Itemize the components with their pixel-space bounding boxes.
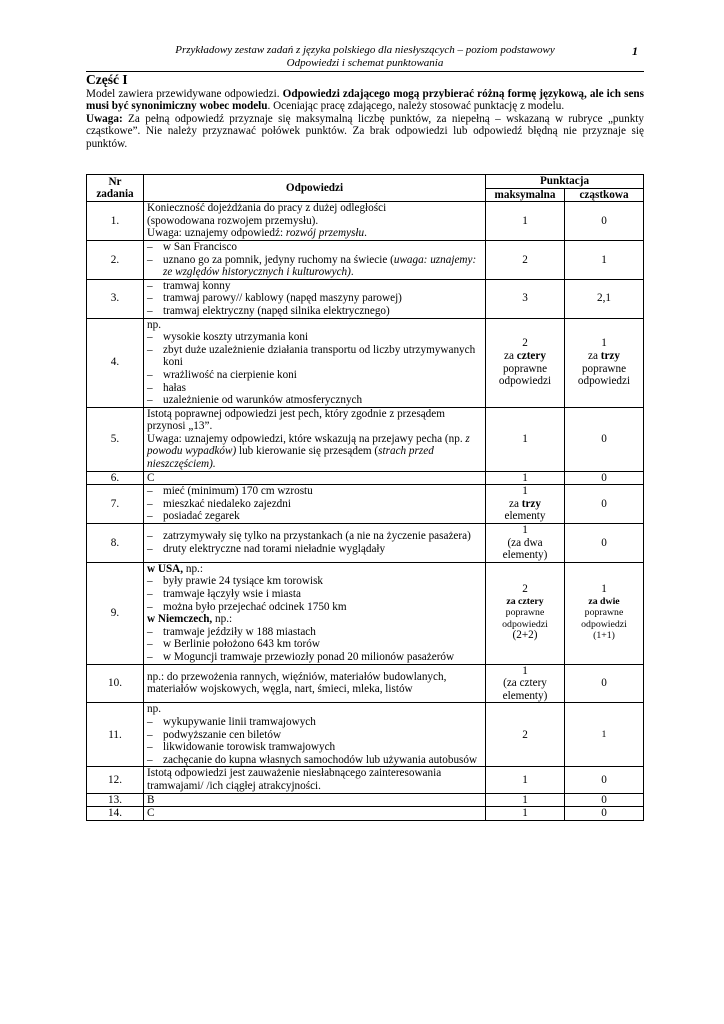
task-number: 6. bbox=[87, 471, 144, 485]
list-item bbox=[147, 543, 482, 556]
max-points: 1 bbox=[486, 807, 565, 821]
list-item bbox=[147, 729, 482, 742]
points-value: 1 bbox=[601, 583, 607, 596]
points-note: poprawne bbox=[581, 362, 627, 375]
dash-bullet: – bbox=[147, 279, 153, 292]
max-points: 1 bbox=[486, 407, 565, 471]
points-value: 1 bbox=[522, 485, 528, 498]
dash-bullet: – bbox=[147, 542, 153, 555]
list-item-text: posiadać zegarek bbox=[163, 510, 240, 523]
dash-bullet: – bbox=[147, 575, 153, 588]
list-item bbox=[147, 754, 482, 767]
points-note: elementy bbox=[504, 510, 546, 523]
list-item-text: tramwaje jeździły w 188 miastach bbox=[163, 625, 316, 638]
max-points bbox=[486, 524, 565, 563]
answer-line bbox=[147, 613, 482, 626]
points-note: odpowiedzi bbox=[577, 375, 631, 388]
answer-italic: strach przed nieszczęściem). bbox=[147, 445, 434, 471]
task-number: 14. bbox=[87, 807, 144, 821]
section-title: Część I bbox=[86, 72, 128, 87]
partial-points: 0 bbox=[565, 807, 644, 821]
points-note: odpowiedzi bbox=[502, 618, 548, 630]
answer-text: . bbox=[364, 227, 367, 240]
answer-cell bbox=[144, 318, 486, 407]
answer-line bbox=[147, 563, 482, 576]
list-item-text: zbyt duże uzależnienie działania transportu od liczby utrzymywanych koni bbox=[163, 343, 476, 369]
table-row bbox=[87, 485, 644, 524]
points-note: poprawne bbox=[584, 607, 624, 619]
points-bold: za cztery bbox=[506, 595, 544, 607]
points-note: (za cztery bbox=[503, 677, 547, 690]
max-points: 1 bbox=[486, 767, 565, 793]
list-item-text: w Berlinie położono 643 km torów bbox=[163, 638, 320, 651]
intro-paragraph-1 bbox=[86, 88, 644, 113]
list-item bbox=[147, 485, 482, 498]
answer-text: . bbox=[350, 266, 354, 279]
note-text: Za pełną odpowiedź przyznaje się maksymalną liczbę punktów, za niepełną – wskazaną w rubryce „punkty cząstkowe”. Nie należy przyznawać połówek punktów. Za brak odpowiedzi lub odpowiedź błędną nie przyznaje się punktów. bbox=[86, 112, 644, 150]
task-number: 12. bbox=[87, 767, 144, 793]
dash-bullet: – bbox=[147, 638, 153, 651]
list-item bbox=[147, 394, 482, 407]
list-item-text: mieszkać niedaleko zajezdni bbox=[163, 497, 291, 510]
points-bold: trzy bbox=[521, 497, 541, 510]
dash-bullet: – bbox=[147, 510, 153, 523]
points-bold: za dwie bbox=[588, 595, 620, 607]
list-item bbox=[147, 510, 482, 523]
dash-bullet: – bbox=[147, 600, 153, 613]
answer-cell: C bbox=[144, 471, 486, 485]
points-note: elementy) bbox=[502, 549, 548, 562]
header-nr-line: Nr bbox=[108, 175, 122, 188]
list-item-text: w Moguncji tramwaje przewiozły ponad 20 milionów pasażerów bbox=[163, 650, 455, 663]
points-value: 2 bbox=[522, 583, 528, 596]
max-points bbox=[486, 318, 565, 407]
task-number: 1. bbox=[87, 202, 144, 241]
points-note: (za dwa bbox=[507, 536, 543, 549]
points-text: za bbox=[588, 350, 601, 363]
list-item-text: tramwaj elektryczny (napęd silnika elektrycznego) bbox=[163, 304, 390, 317]
table-row bbox=[87, 703, 644, 767]
task-number: 5. bbox=[87, 407, 144, 471]
dash-bullet: – bbox=[147, 304, 153, 317]
partial-points: 0 bbox=[565, 407, 644, 471]
page-number: 1 bbox=[632, 44, 638, 58]
answer-cell bbox=[144, 562, 486, 664]
list-item-text: zachęcanie do kupna własnych samochodów lub używania autobusów bbox=[163, 753, 478, 766]
points-value: 1 bbox=[601, 337, 607, 350]
list-item-text: druty elektryczne nad torami nieładnie wyglądały bbox=[163, 542, 386, 555]
dash-bullet: – bbox=[147, 530, 153, 543]
list-item-text: zatrzymywały się tylko na przystankach (a nie na życzenie pasażera) bbox=[163, 530, 471, 543]
answer-italic: rozwój przemysłu bbox=[285, 227, 365, 240]
dash-bullet: – bbox=[147, 753, 153, 766]
list-item-text: wykupywanie linii tramwajowych bbox=[163, 715, 316, 728]
points-text: za bbox=[509, 497, 522, 510]
list-item bbox=[147, 241, 482, 254]
answer-cell: B bbox=[144, 793, 486, 807]
answer-cell bbox=[144, 485, 486, 524]
answer-cell: np.: do przewożenia rannych, więźniów, materiałów budowlanych, materiałów wojskowych, węgla, nart, śmieci, mleka, listów bbox=[144, 664, 486, 703]
points-value: 1 bbox=[522, 524, 528, 537]
answer-cell bbox=[144, 703, 486, 767]
task-number: 2. bbox=[87, 240, 144, 279]
dash-bullet: – bbox=[147, 485, 153, 498]
answer-bold: w Niemczech, bbox=[147, 613, 213, 626]
task-number: 10. bbox=[87, 664, 144, 703]
task-number: 9. bbox=[87, 562, 144, 664]
table-row bbox=[87, 664, 644, 703]
dash-bullet: – bbox=[147, 240, 153, 253]
list-item bbox=[147, 292, 482, 305]
max-points bbox=[486, 485, 565, 524]
points-note: (1+1) bbox=[593, 630, 615, 642]
points-value: 2 bbox=[522, 337, 528, 350]
points-note: odpowiedzi bbox=[581, 618, 627, 630]
list-item bbox=[147, 575, 482, 588]
answer-text: np.: bbox=[212, 613, 233, 626]
answer-italic: z powodu wypadków) bbox=[147, 432, 470, 458]
list-item bbox=[147, 254, 482, 279]
points-bold: cztery bbox=[516, 350, 546, 363]
answer-line bbox=[147, 433, 482, 471]
answer-cell bbox=[144, 524, 486, 563]
list-item-text: można było przejechać odcinek 1750 km bbox=[163, 600, 347, 613]
dash-bullet: – bbox=[147, 650, 153, 663]
list-item-text bbox=[163, 254, 482, 279]
list-item bbox=[147, 716, 482, 729]
table-row bbox=[87, 767, 644, 793]
partial-points bbox=[565, 318, 644, 407]
header-max: maksymalna bbox=[486, 188, 565, 202]
table-row bbox=[87, 562, 644, 664]
header-line-2: Odpowiedzi i schemat punktowania bbox=[286, 57, 444, 69]
table-row bbox=[87, 407, 644, 471]
task-number: 8. bbox=[87, 524, 144, 563]
dash-bullet: – bbox=[147, 728, 153, 741]
partial-points bbox=[565, 562, 644, 664]
dash-bullet: – bbox=[147, 625, 153, 638]
points-note: poprawne bbox=[505, 607, 545, 619]
answer-line: Istotą poprawnej odpowiedzi jest pech, który zgodnie z przesądem przynosi „13”. bbox=[147, 407, 445, 433]
answer-line bbox=[147, 227, 482, 240]
list-item bbox=[147, 651, 482, 664]
partial-points: 0 bbox=[565, 767, 644, 793]
header-partial: cząstkowa bbox=[565, 188, 644, 202]
answer-bold: w USA, bbox=[147, 562, 184, 575]
list-item-text: mieć (minimum) 170 cm wzrostu bbox=[163, 485, 313, 498]
dash-bullet: – bbox=[147, 343, 153, 356]
intro-text: . Oceniając pracę zdającego, należy stosować punktację z modelu. bbox=[267, 100, 565, 113]
list-item bbox=[147, 741, 482, 754]
answer-text: lub kierowanie się przesądem ( bbox=[236, 445, 379, 458]
answer-text: Uwaga: uznajemy odpowiedź: bbox=[147, 227, 286, 240]
note-label: Uwaga: bbox=[86, 112, 123, 125]
list-item bbox=[147, 498, 482, 511]
points-note bbox=[489, 350, 561, 363]
table-row bbox=[87, 279, 644, 318]
list-item bbox=[147, 305, 482, 318]
header-nr-line: zadania bbox=[96, 188, 134, 201]
partial-points: 0 bbox=[565, 202, 644, 241]
list-item-text: wysokie koszty utrzymania koni bbox=[163, 331, 309, 344]
task-number: 7. bbox=[87, 485, 144, 524]
partial-points: 0 bbox=[565, 664, 644, 703]
points-note: (2+2) bbox=[512, 629, 538, 642]
header-rule bbox=[86, 71, 644, 72]
table-row bbox=[87, 524, 644, 563]
table-row bbox=[87, 240, 644, 279]
list-item-text: hałas bbox=[163, 381, 186, 394]
points-note: odpowiedzi bbox=[498, 375, 552, 388]
list-item bbox=[147, 626, 482, 639]
partial-points: 0 bbox=[565, 485, 644, 524]
answer-line: (spowodowana rozwojem przemysłu). bbox=[147, 214, 319, 227]
intro-paragraph-2 bbox=[86, 113, 644, 151]
answer-text: np.: bbox=[183, 562, 203, 575]
answer-line: Konieczność dojeżdżania do pracy z dużej odległości bbox=[147, 202, 387, 215]
header-points: Punktacja bbox=[486, 175, 644, 189]
points-note: elementy) bbox=[502, 689, 548, 702]
answer-cell: C bbox=[144, 807, 486, 821]
list-item bbox=[147, 331, 482, 344]
scoring-table bbox=[86, 174, 644, 821]
answer-line: np. bbox=[147, 703, 161, 716]
dash-bullet: – bbox=[147, 497, 153, 510]
partial-points: 1 bbox=[565, 240, 644, 279]
points-note bbox=[568, 350, 640, 363]
points-value: 1 bbox=[522, 664, 528, 677]
dash-bullet: – bbox=[147, 253, 153, 266]
task-number: 13. bbox=[87, 793, 144, 807]
answer-line: np. bbox=[147, 318, 161, 331]
partial-points: 0 bbox=[565, 471, 644, 485]
list-item bbox=[147, 588, 482, 601]
list-item-text: tramwaje łączyły wsie i miasta bbox=[163, 588, 301, 600]
answer-cell bbox=[144, 202, 486, 241]
points-note bbox=[489, 498, 561, 511]
list-item-text: podwyższanie cen biletów bbox=[163, 728, 282, 741]
list-item-text: likwidowanie torowisk tramwajowych bbox=[163, 741, 336, 754]
intro-text: Model zawiera przewidywane odpowiedzi. bbox=[86, 87, 283, 100]
partial-points: 2,1 bbox=[565, 279, 644, 318]
max-points bbox=[486, 562, 565, 664]
list-item-text: uzależnienie od warunków atmosferycznych bbox=[163, 394, 363, 407]
header-line-1: Przykładowy zestaw zadań z języka polskiego dla niesłyszących – poziom podstawowy bbox=[175, 44, 555, 56]
list-item bbox=[147, 369, 482, 382]
dash-bullet: – bbox=[147, 381, 153, 394]
intro-bold-text: Odpowiedzi zdającego mogą przybierać różną formę językową, ale ich sens musi być synonimiczny wobec modelu bbox=[86, 87, 644, 113]
max-points: 2 bbox=[486, 703, 565, 767]
table-header-row bbox=[87, 175, 644, 189]
list-item bbox=[147, 382, 482, 395]
answer-cell bbox=[144, 279, 486, 318]
list-item bbox=[147, 601, 482, 614]
dash-bullet: – bbox=[147, 292, 153, 305]
max-points: 3 bbox=[486, 279, 565, 318]
partial-points: 0 bbox=[565, 524, 644, 563]
answer-cell bbox=[144, 407, 486, 471]
answer-cell bbox=[144, 240, 486, 279]
list-item bbox=[147, 530, 482, 543]
dash-bullet: – bbox=[147, 394, 153, 407]
list-item-text: tramwaj konny bbox=[163, 279, 231, 292]
intro-section bbox=[86, 74, 644, 151]
header-nr bbox=[87, 175, 144, 202]
dash-bullet: – bbox=[147, 331, 153, 344]
table-row bbox=[87, 318, 644, 407]
max-points bbox=[486, 664, 565, 703]
points-bold: trzy bbox=[600, 350, 620, 363]
list-item-text: wrażliwość na cierpienie koni bbox=[163, 368, 297, 381]
max-points: 1 bbox=[486, 471, 565, 485]
dash-bullet: – bbox=[147, 368, 153, 381]
answer-text: Uwaga: uznajemy odpowiedzi, które wskazują na przejawy pecha (np. bbox=[147, 432, 466, 445]
table-row bbox=[87, 471, 644, 485]
list-item-text: tramwaj parowy// kablowy (napęd maszyny parowej) bbox=[163, 292, 402, 305]
answer-cell: Istotą odpowiedzi jest zauważenie niesłabnącego zainteresowania tramwajami/ /ich ciągłej atrakcyjności. bbox=[144, 767, 486, 793]
partial-points: 1 bbox=[565, 703, 644, 767]
points-note: poprawne bbox=[502, 362, 548, 375]
dash-bullet: – bbox=[147, 715, 153, 728]
header-answers: Odpowiedzi bbox=[144, 175, 486, 202]
task-number: 3. bbox=[87, 279, 144, 318]
running-header bbox=[86, 44, 644, 70]
table-row bbox=[87, 793, 644, 807]
answer-italic: uwaga: uznajemy: ze względów historycznych i kulturowych) bbox=[163, 253, 477, 279]
task-number: 11. bbox=[87, 703, 144, 767]
list-item bbox=[147, 280, 482, 293]
answer-text: uznano go za pomnik, jedyny ruchomy na świecie ( bbox=[163, 253, 394, 266]
max-points: 1 bbox=[486, 202, 565, 241]
list-item-text: były prawie 24 tysiące km torowisk bbox=[163, 575, 324, 588]
list-item bbox=[147, 638, 482, 651]
dash-bullet: – bbox=[147, 588, 153, 600]
list-item-text: w San Francisco bbox=[163, 240, 237, 253]
partial-points: 0 bbox=[565, 793, 644, 807]
list-item bbox=[147, 344, 482, 369]
max-points: 1 bbox=[486, 793, 565, 807]
points-text: za bbox=[504, 350, 517, 363]
table-row bbox=[87, 202, 644, 241]
dash-bullet: – bbox=[147, 741, 153, 754]
task-number: 4. bbox=[87, 318, 144, 407]
max-points: 2 bbox=[486, 240, 565, 279]
table-row bbox=[87, 807, 644, 821]
